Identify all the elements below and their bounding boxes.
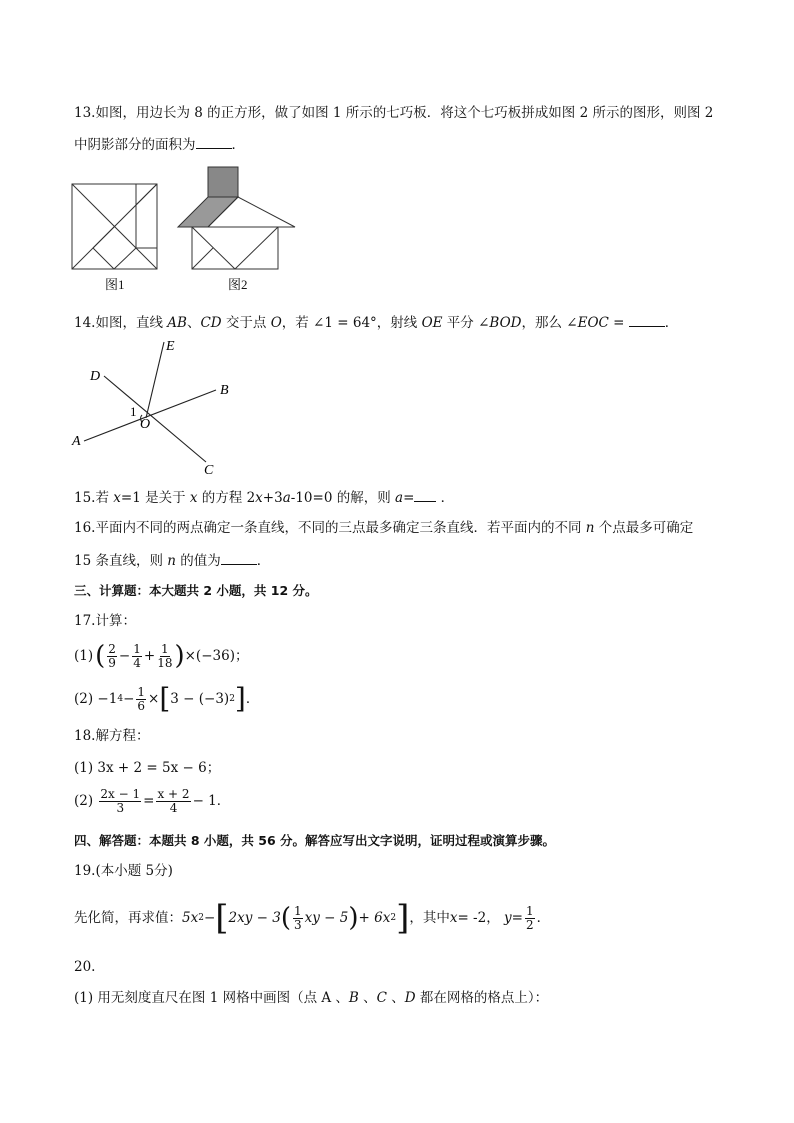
q19-title: 19.(本小题 5分) [74, 863, 173, 879]
angle-figure [66, 338, 246, 478]
section-3-heading: 三、计算题：本大题共 2 小题，共 12 分。 [74, 583, 318, 598]
q18-part1: (1) 3x + 2 = 5x − 6； [74, 760, 221, 776]
label-E: E [166, 339, 175, 354]
tangram-figures [68, 162, 308, 297]
q13-line2: 中阴影部分的面积为 ． [74, 134, 245, 154]
q17-part2: (2) −1 4 − $\frac{1}{6}$ × [ 3 − (−3) 2 ] ． [74, 682, 260, 715]
label-B: B [220, 383, 229, 398]
q19-expression: 先化简，再求值： 5x 2 − [ 2xy − 3 ( $\frac{1}{3}$ xy − 5 ) + 6x 2 ] ，其中 x = -2， y = $\frac{1}{2}$ ． [74, 898, 551, 938]
label-O: O [140, 417, 151, 432]
q18-part2: (2) $\frac{2x - 1}{3}$ = $\frac{x + 2}{4}$ − 1． [74, 786, 231, 815]
label-C: C [204, 463, 214, 478]
q20-part1: (1) 用无刻度直尺在图 1 网格中画图（点 A 、B 、C 、D 都在网格的格点上）： [74, 990, 549, 1006]
q16-line1: 16.平面内不同的两点确定一条直线，不同的三点最多确定三条直线．若平面内的不同 n 个点最多可确定 [74, 520, 694, 536]
q17-part1: (1) ( $\frac{2}{9}$ − $\frac{1}{4}$ + $\frac{1}{18}$ ) ×(−36)； [74, 641, 249, 671]
answer-blank [414, 487, 436, 502]
tangram-figure-2 [178, 167, 295, 269]
answer-blank [221, 550, 257, 565]
line-CD [104, 376, 206, 462]
label-1: 1 [130, 404, 137, 419]
ray-OE [146, 342, 164, 418]
q13-line1: 13.如图，用边长为 8 的正方形，做了如图 1 所示的七巧板．将这个七巧板拼成如图 2 所示的图形，则图 2 [74, 105, 714, 121]
section-4-heading: 四、解答题：本题共 8 小题，共 56 分。解答应写出文字说明，证明过程或演算步骤。 [74, 833, 556, 848]
q17-title: 17.计算： [74, 613, 136, 629]
q14-text: 14.如图，直线 AB、CD 交于点 O，若 ∠1 = 64°，射线 OE 平分 ∠BOD，那么 ∠EOC = ． [74, 312, 678, 332]
q16-line2: 15 条直线，则 n 的值为 ． [74, 550, 270, 570]
q18-title: 18.解方程： [74, 728, 150, 744]
answer-blank [196, 134, 232, 149]
label-D: D [90, 369, 101, 384]
q20-number: 20. [74, 959, 96, 975]
answer-blank [629, 312, 665, 327]
q15-text: 15.若 x=1 是关于 x 的方程 2x+3a-10=0 的解，则 a= ． [74, 487, 454, 507]
fig1-caption: 图1 [105, 277, 125, 292]
label-A: A [72, 434, 81, 449]
tangram-figure-1 [72, 184, 157, 269]
fig2-caption: 图2 [228, 277, 248, 292]
